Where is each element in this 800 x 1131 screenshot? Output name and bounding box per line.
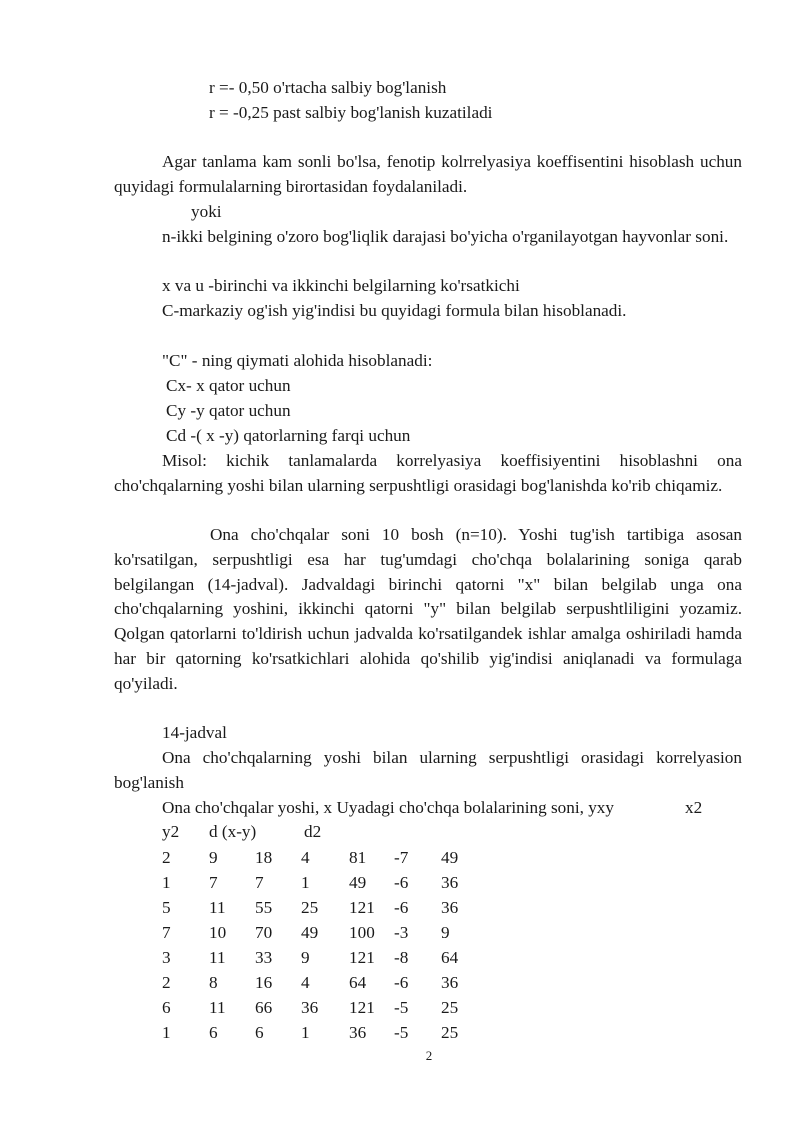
- table-cell: 36: [441, 873, 459, 892]
- table-row: [162, 920, 481, 945]
- paragraph-small-sample: [114, 150, 742, 200]
- table-cell: 49: [301, 923, 319, 942]
- yoki-line: yoki: [191, 202, 222, 221]
- table-cell: 7: [209, 873, 218, 892]
- paragraph-example: [114, 449, 742, 499]
- table-cell: 3: [162, 948, 171, 967]
- table-row: [162, 895, 481, 920]
- table-cell: -6: [394, 973, 409, 992]
- table-cell: -8: [394, 948, 409, 967]
- c-definition-line: C-markaziy og'ish yig'indisi bu quyidagi formula bilan hisoblanadi.: [162, 301, 627, 320]
- table-cell: 4: [301, 848, 310, 867]
- table-cell: 11: [209, 998, 226, 1017]
- paragraph-n-definition: [114, 225, 742, 250]
- table-number: 14-jadval: [162, 723, 227, 742]
- table-row: [162, 945, 481, 970]
- table-cell: 11: [209, 898, 226, 917]
- table-cell: 6: [162, 998, 171, 1017]
- table-cell: 121: [349, 948, 375, 967]
- table-title-text: Ona cho'chqalarning yoshi bilan ularning serpushtligi orasidagi korrelyasion bog'lanish: [114, 748, 742, 792]
- table-cell: 11: [209, 948, 226, 967]
- table-cell: 9: [441, 923, 450, 942]
- cx-line: Cx- x qator uchun: [166, 376, 291, 395]
- correlation-table: [162, 845, 481, 1045]
- table-cell: 36: [441, 898, 459, 917]
- table-cell: -3: [394, 923, 409, 942]
- table-row: [162, 1020, 481, 1045]
- paragraph-example-text: Misol: kichik tanlamalarda korrelyasiya koeffisiyentini hisoblashni ona cho'chqalarning yoshi bilan ularning serpushtligi orasidagi bog'lanishda ko'rib chiqamiz.: [114, 451, 742, 495]
- table-cell: 33: [255, 948, 273, 967]
- table-row: [162, 870, 481, 895]
- paragraph-sow-count-text: Ona cho'chqalar soni 10 bosh (n=10). Yoshi tug'ish tartibiga asosan ko'rsatilgan, serpushtligi esa har tug'umdagi cho'chqa bolalarining soniga qarab belgilangan (14-jadval). Jadvaldagi birinchi qatorni "x" bilan belgilab unga ona cho'chqalarning yoshini, ikkinchi qatorni "y" bilan belgilab serpushtliligini yozamiz. Qolgan qatorlarni to'ldirish uchun jadvalda ko'rsatilgandek ishlar amalga oshiriladi hamda har bir qatorning ko'rsatkichlari alohida qo'shilib yig'indisi aniqlanadi va formulaga qo'yiladi.: [114, 525, 742, 693]
- cy-line: Cy -y qator uchun: [166, 401, 291, 420]
- table-cell: 1: [301, 1023, 310, 1042]
- table-cell: -5: [394, 1023, 409, 1042]
- xu-definition-line: x va u -birinchi va ikkinchi belgilarning ko'rsatkichi: [162, 276, 520, 295]
- table-cell: 66: [255, 998, 273, 1017]
- table-cell: 36: [349, 1023, 367, 1042]
- table-cell: 100: [349, 923, 375, 942]
- paragraph-small-sample-text: Agar tanlama kam sonli bo'lsa, fenotip kolrrelyasiya koeffisentini hisoblash uchun quyidagi formulalarning birortasidan foydalaniladi.: [114, 152, 742, 196]
- table-header-d2: d2: [304, 822, 322, 841]
- table-cell: 2: [162, 973, 171, 992]
- table-cell: 1: [162, 873, 171, 892]
- table-cell: 6: [209, 1023, 218, 1042]
- table-cell: -6: [394, 898, 409, 917]
- table-row: [162, 845, 481, 870]
- table-header-y2: y2: [162, 822, 180, 841]
- table-cell: 25: [441, 998, 459, 1017]
- table-cell: 16: [255, 973, 273, 992]
- table-cell: -7: [394, 848, 409, 867]
- page-number: 2: [425, 1048, 433, 1063]
- table-cell: 2: [162, 848, 171, 867]
- table-header-d: d (x-y): [209, 822, 257, 841]
- table-header-line1: Ona cho'chqalar yoshi, x Uyadagi cho'chqa bolalarining soni, yxy: [162, 798, 614, 817]
- table-cell: -5: [394, 998, 409, 1017]
- table-cell: 81: [349, 848, 367, 867]
- table-cell: 5: [162, 898, 171, 917]
- table-cell: 49: [349, 873, 367, 892]
- table-cell: 64: [441, 948, 459, 967]
- table-cell: 10: [209, 923, 227, 942]
- table-row: [162, 995, 481, 1020]
- table-cell: 121: [349, 898, 375, 917]
- table-header-x2: x2: [685, 798, 703, 817]
- table-cell: 64: [349, 973, 367, 992]
- paragraph-sow-count: [114, 523, 742, 697]
- table-cell: 4: [301, 973, 310, 992]
- table-cell: 25: [301, 898, 319, 917]
- table-cell: 55: [255, 898, 273, 917]
- table-row: [162, 970, 481, 995]
- table-cell: 25: [441, 1023, 459, 1042]
- table-cell: 9: [209, 848, 218, 867]
- r-weak-negative-line: r = -0,25 past salbiy bog'lanish kuzatiladi: [209, 103, 493, 122]
- paragraph-n-definition-text: n-ikki belgining o'zoro bog'liqlik darajasi bo'yicha o'rganilayotgan hayvonlar soni.: [162, 227, 729, 246]
- table-cell: 8: [209, 973, 218, 992]
- r-moderate-negative-line: r =- 0,50 o'rtacha salbiy bog'lanish: [209, 78, 447, 97]
- cd-line: Cd -( x -y) qatorlarning farqi uchun: [166, 426, 411, 445]
- table-cell: 6: [255, 1023, 264, 1042]
- table-cell: 121: [349, 998, 375, 1017]
- table-cell: 49: [441, 848, 459, 867]
- table-cell: 1: [301, 873, 310, 892]
- table-cell: 7: [255, 873, 264, 892]
- table-cell: 36: [441, 973, 459, 992]
- table-cell: 36: [301, 998, 319, 1017]
- table-cell: 1: [162, 1023, 171, 1042]
- c-value-heading: "C" - ning qiymati alohida hisoblanadi:: [162, 351, 433, 370]
- table-cell: 7: [162, 923, 171, 942]
- table-cell: 70: [255, 923, 273, 942]
- table-title: [114, 746, 742, 796]
- table-cell: 9: [301, 948, 310, 967]
- table-cell: -6: [394, 873, 409, 892]
- table-cell: 18: [255, 848, 273, 867]
